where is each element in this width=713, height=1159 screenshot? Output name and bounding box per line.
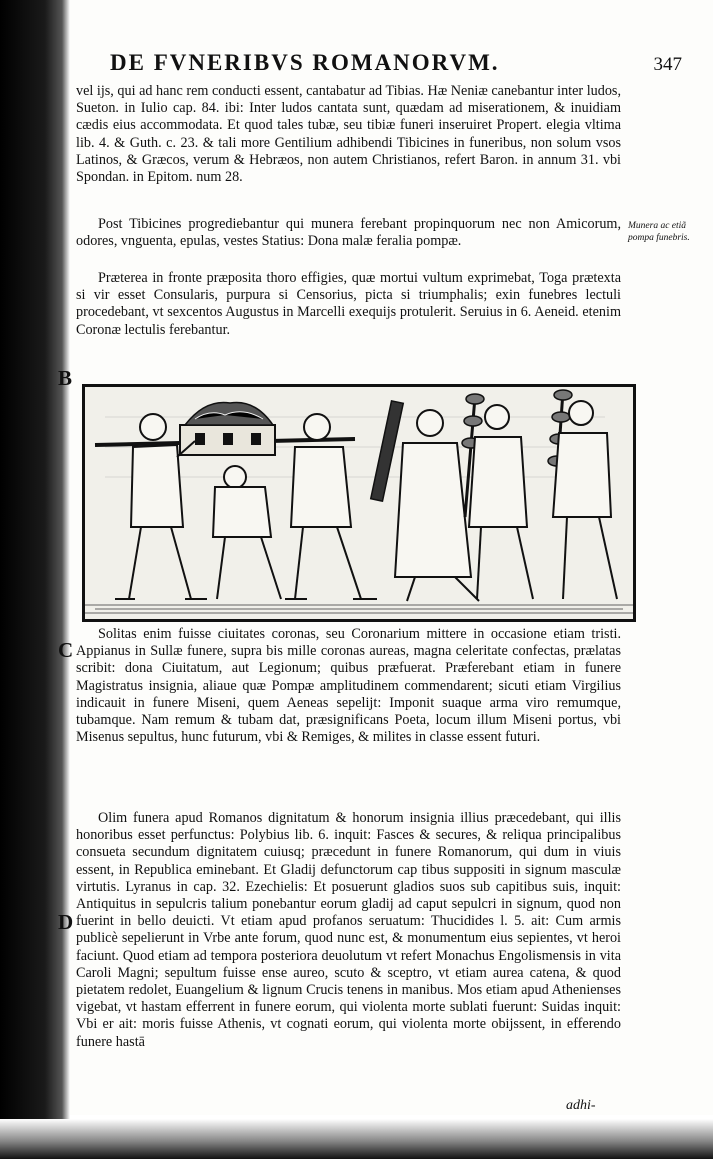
paragraph-munera [76, 216, 621, 250]
paragraph-text: Olim funera apud Romanos dignitatum & honorum insignia illius præcedebant, qui illis honoribus esset perfunctus: Polybius lib. 6. inquit: Fasces & secures, & reliqua principalibus consueta secundum dignitatem cuiusq; præcedunt in funere Romanorum, qui dum in viuis essent, in Republica eminebant. Et Gladij defunctorum cap tibus suppositi in signum masculæ virtutis. Lyranus in cap. 32. Ezechielis: Et posuerunt gladios suos sub capitibus suis, inquit: Antiquitus in sepulcris talium ponebantur eorum gladij ad caput sepulcri in signum, quod non fuerint in bello deuicti. Vt etiam apud profanos seruatum: Thucidides l. 5. ait: Cum armis publicè sepelierunt in Vrbe ante forum, quod nunc est, & monumentum eius sepientes, vt heroi faciunt. Quod etiam ad tempora posteriora deuolutum vt refert Monachus Engolismensis in vita Caroli Magni; sepultum fuisse ense aureo, scuto & sceptro, vt etiam aurea catena, & quod pietatem redolet, Euangelium & lignum Crucis tenens in manibus. Mos etiam apud Athenienses vigebat, vt hastam efferrent in funere eorum, qui violenta morte sublati fuerunt: Suidas inquit: Vbi er ait: moris fuisse Athenis, vt cognati eorum, qui violenta morte obijssent, in efferendo funere hastā [76, 810, 621, 1050]
section-letter-d: D [58, 910, 74, 934]
paragraph-coronae [76, 626, 621, 746]
funeral-procession-woodcut [82, 384, 636, 622]
paragraph-insignia [76, 810, 621, 1051]
paragraph-text: Post Tibicines progrediebantur qui munera ferebant propinquorum nec non Amicorum, odores, vnguenta, epulas, vestes Statius: Dona malæ feralia pompæ. [76, 216, 621, 250]
paragraph-tibiae [76, 83, 621, 186]
section-letter-b: B [58, 366, 73, 390]
paragraph-effigies [76, 270, 621, 339]
paragraph-text: Solitas enim fuisse ciuitates coronas, seu Coronarium mittere in occasione etiam tristi. Appianus in Sullæ funere, supra bis mille coronas aureas, magna celeritate confectas, prælatas scribit: dona Ciuitatum, aut Legionum; quibus præfuerat. Præferebant etiam in funere Magistratus insignia, aliaue quæ Pompæ amplitudinem commendarent; sicuti etiam Virgilius indicauit in funere Miseni, quem Aeneas sepelijt: Imponit suaque arma viro remumque, tubamque. Nam remum & tubam dat, præsignificans Poeta, locum illum Miseni portus, vbi Misenus sepultus, hunc futurum, vbi & Remiges, & milites in classe essent futuri. [76, 626, 621, 746]
running-title: DE FVNERIBVS ROMANORVM. [110, 50, 500, 75]
catchword: adhi- [566, 1098, 596, 1113]
paragraph-text: Præterea in fronte præposita thoro effigies, quæ mortui vultum exprimebat, Toga prætexta si vir esset Consularis, purpura si Censorius, picta si triumphalis; exin funebres lectuli procedebant, vt sexcentos Augustus in Marcelli exequijs protulerit. Seruius in 6. Aeneid. etenim Coronæ lectulis ferebantur. [76, 270, 621, 338]
section-letter-c: C [58, 638, 74, 662]
scan-shadow-bottom [0, 1119, 713, 1159]
scan-shadow-left [0, 0, 73, 1159]
page-header [110, 50, 682, 80]
paragraph-text: vel ijs, qui ad hanc rem conducti essent, cantabatur ad Tibias. Hæ Neniæ canebantur inter ludos, Sueton. in Iulio cap. 84. ibi: Inter ludos cantata sunt, quædam ad miserationem, & inuidiam cædis eius accommodata. Et quod tales tubæ, seu tibiæ funeri inseruiret Propert. elegia vltima lib. 4. & Guth. c. 23. & tali more Gentilium adhibendi Tibicines in funeribus, non solum vsos Latinos, & Græcos, verum & Hebræos, non autem Christianos, refert Baron. in annum 31. vbi Spondan. in Epitom. num 28. [76, 83, 621, 186]
page-number: 347 [653, 54, 682, 75]
marginal-note: Munera ac etiã pompa funebris. [628, 221, 690, 243]
woodcut-illustration [85, 387, 633, 619]
